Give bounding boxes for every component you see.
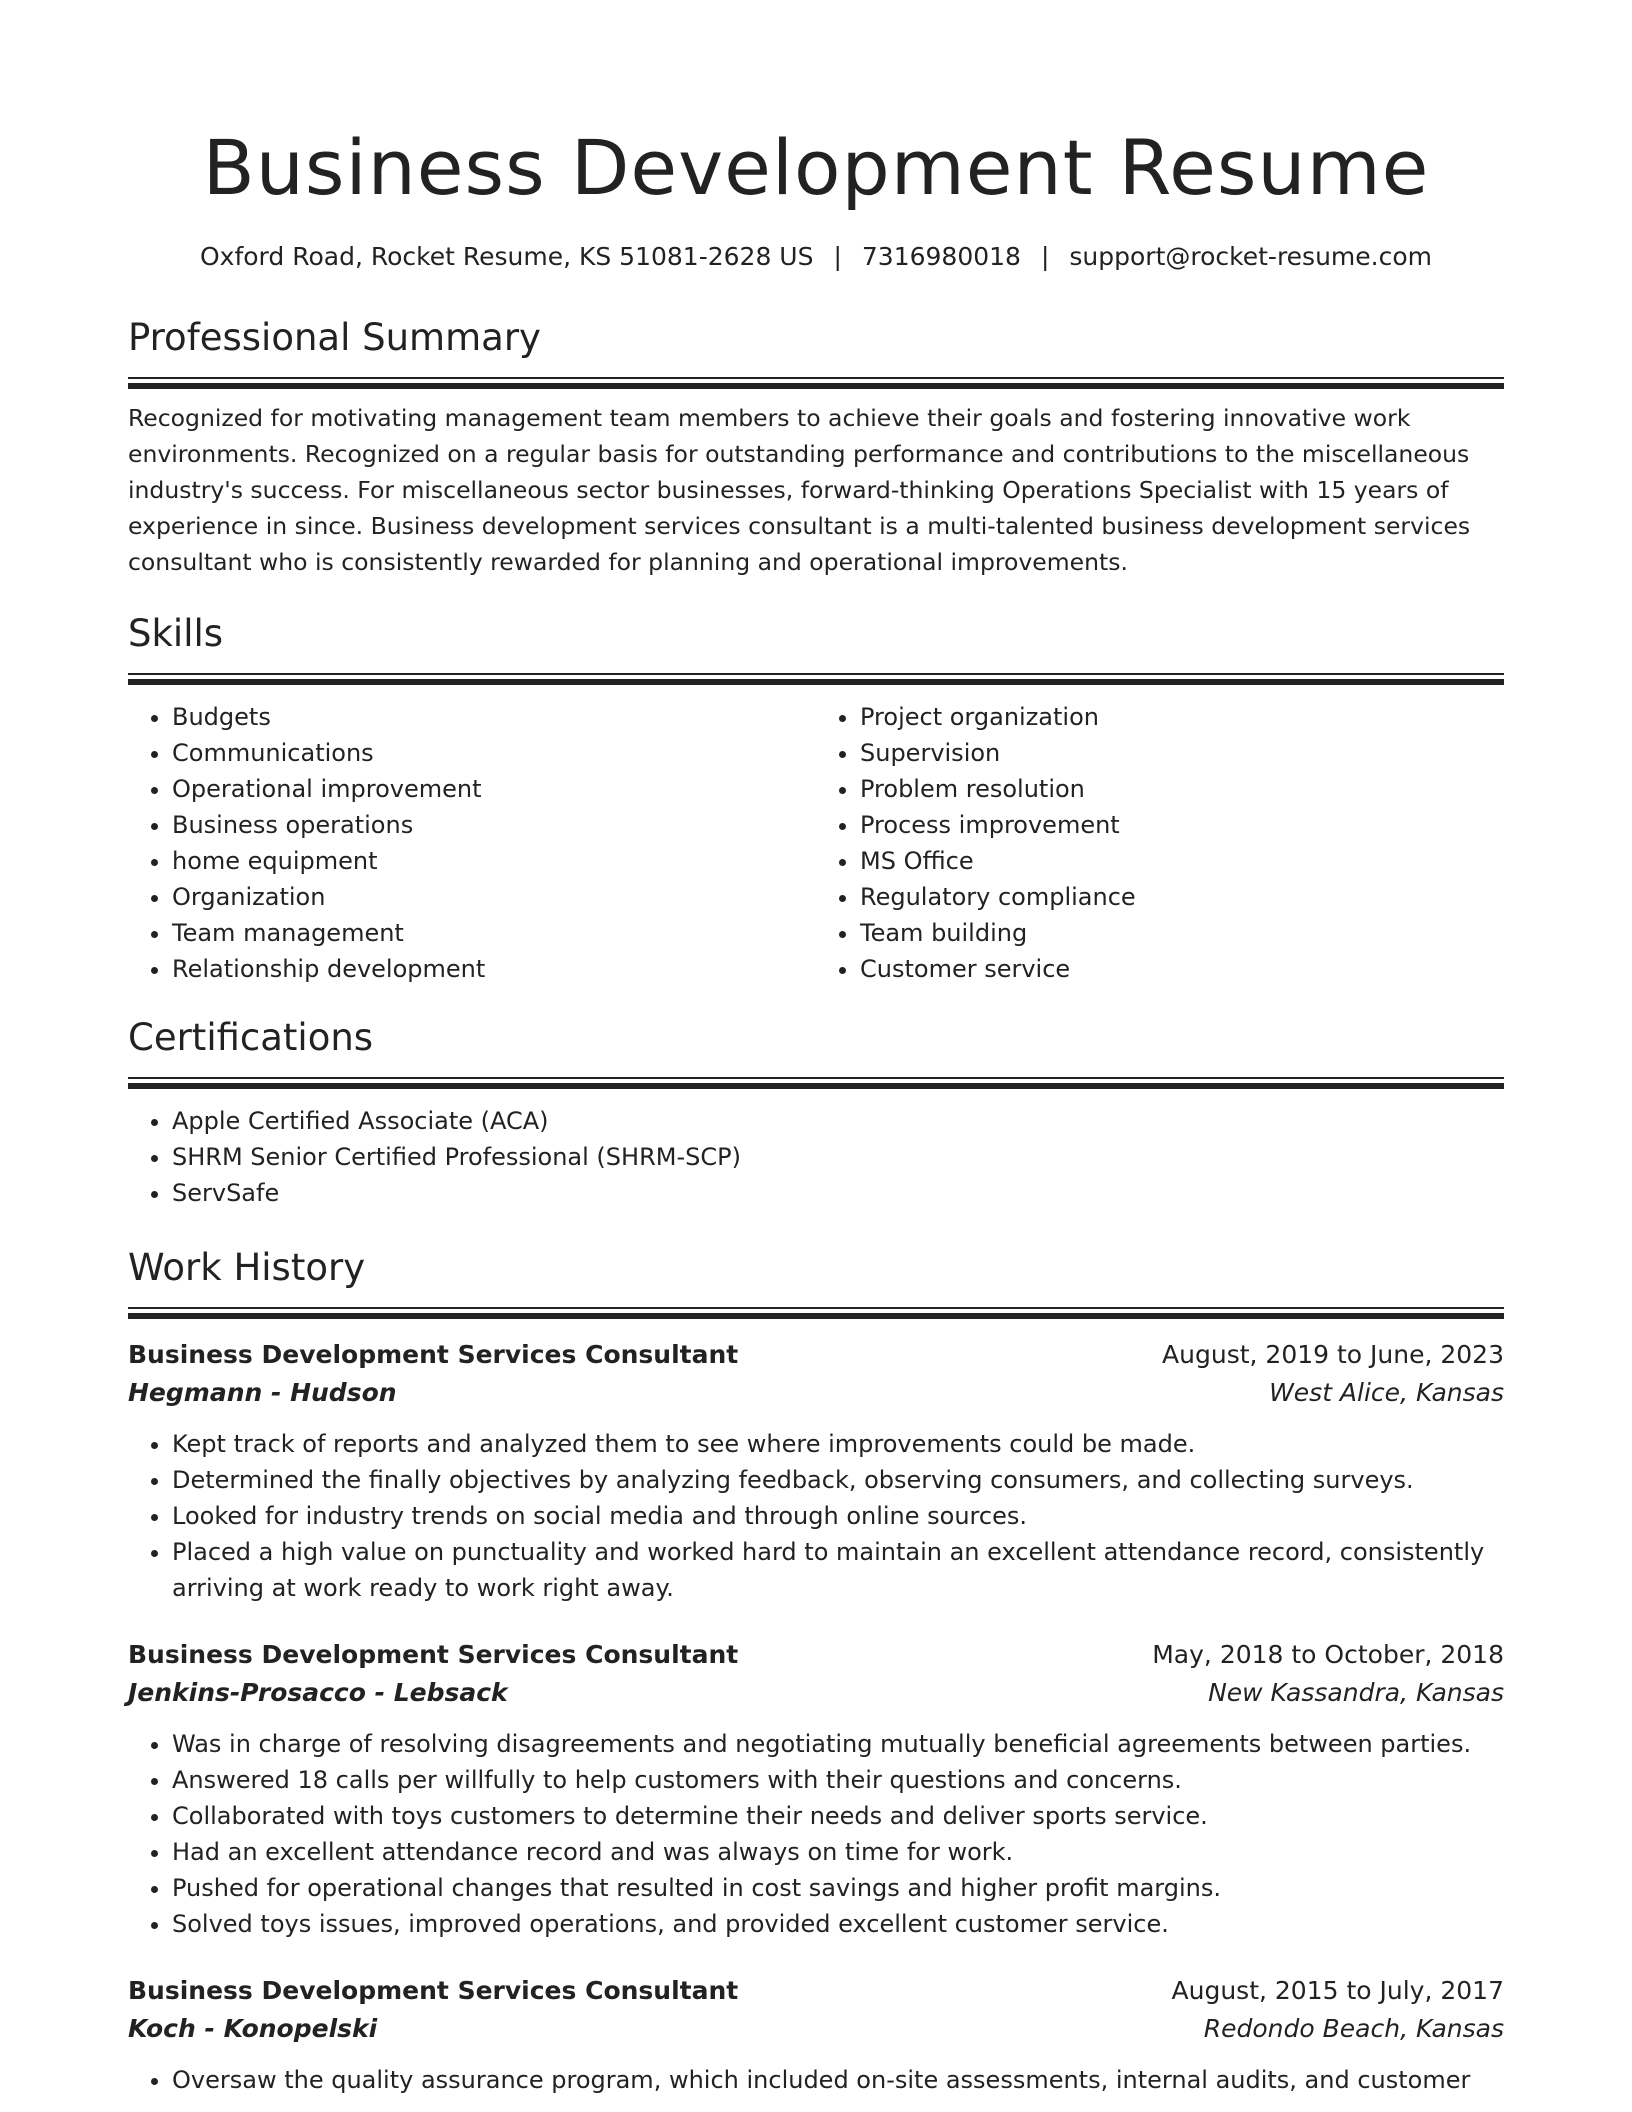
job-bullet: • Determined the finally objectives by analyzing feedback, observing consumers, and collecting surveys. bbox=[172, 1462, 1504, 1498]
skills-section bbox=[128, 610, 1504, 987]
work-history-section bbox=[128, 1244, 1504, 2098]
section-divider bbox=[128, 673, 1504, 685]
skill-item: • Team management bbox=[172, 915, 816, 951]
skill-item: • Customer service bbox=[860, 951, 1504, 987]
job-bullet: • Collaborated with toys customers to determine their needs and deliver sports service. bbox=[172, 1798, 1504, 1834]
job-entry bbox=[128, 1636, 1504, 1942]
job-location: West Alice, Kansas bbox=[1269, 1378, 1504, 1407]
contact-separator: | bbox=[833, 242, 842, 271]
job-bullets bbox=[128, 2062, 1504, 2098]
skill-item: • Problem resolution bbox=[860, 771, 1504, 807]
skill-item: • Business operations bbox=[172, 807, 816, 843]
section-divider bbox=[128, 1077, 1504, 1089]
resume-title: Business Development Resume bbox=[202, 123, 1430, 212]
contact-separator: | bbox=[1040, 242, 1050, 271]
job-header-row bbox=[128, 1336, 1504, 1374]
job-dates: May, 2018 to October, 2018 bbox=[1152, 1640, 1504, 1669]
job-title: Business Development Services Consultant bbox=[128, 1640, 739, 1669]
job-bullet: • Solved toys issues, improved operations, and provided excellent customer service. bbox=[172, 1906, 1504, 1942]
job-company: Hegmann - Hudson bbox=[128, 1378, 397, 1407]
skills-heading: Skills bbox=[128, 612, 224, 655]
job-location: Redondo Beach, Kansas bbox=[1203, 2014, 1504, 2043]
certification-item: • ServSafe bbox=[172, 1175, 1504, 1211]
skill-item: • Team building bbox=[860, 915, 1504, 951]
job-bullet: • Answered 18 calls per willfully to help customers with their questions and concerns. bbox=[172, 1762, 1504, 1798]
job-company-row bbox=[128, 1674, 1504, 1712]
job-entry bbox=[128, 1336, 1504, 1606]
job-company: Koch - Konopelski bbox=[128, 2014, 378, 2043]
job-bullets bbox=[128, 1726, 1504, 1942]
work-history-heading: Work History bbox=[128, 1246, 366, 1289]
job-company-row bbox=[128, 2010, 1504, 2048]
section-divider bbox=[128, 377, 1504, 389]
skill-item: • Supervision bbox=[860, 735, 1504, 771]
skills-list-left bbox=[128, 699, 816, 987]
skill-item: • Organization bbox=[172, 879, 816, 915]
job-entry bbox=[128, 1972, 1504, 2098]
job-header-row bbox=[128, 1636, 1504, 1674]
skills-columns bbox=[128, 699, 1504, 987]
job-bullet: • Looked for industry trends on social media and through online sources. bbox=[172, 1498, 1504, 1534]
contact-email: support@rocket-resume.com bbox=[1069, 242, 1433, 271]
certifications-list bbox=[128, 1103, 1504, 1211]
skill-item: • home equipment bbox=[172, 843, 816, 879]
job-bullet: • Was in charge of resolving disagreements and negotiating mutually beneficial agreements between parties. bbox=[172, 1726, 1504, 1762]
skill-item: • Relationship development bbox=[172, 951, 816, 987]
job-location: New Kassandra, Kansas bbox=[1208, 1678, 1504, 1707]
contact-line bbox=[128, 240, 1504, 274]
job-bullet: • Had an excellent attendance record and was always on time for work. bbox=[172, 1834, 1504, 1870]
job-bullet: • Pushed for operational changes that resulted in cost savings and higher profit margins. bbox=[172, 1870, 1504, 1906]
skill-item: • Process improvement bbox=[860, 807, 1504, 843]
certification-item: • SHRM Senior Certified Professional (SHRM-SCP) bbox=[172, 1139, 1504, 1175]
certifications-heading: Certifications bbox=[128, 1016, 374, 1059]
job-header-row bbox=[128, 1972, 1504, 2010]
job-bullet: • Kept track of reports and analyzed them to see where improvements could be made. bbox=[172, 1426, 1504, 1462]
skill-item: • Regulatory compliance bbox=[860, 879, 1504, 915]
job-dates: August, 2019 to June, 2023 bbox=[1162, 1340, 1504, 1369]
jobs-list bbox=[128, 1336, 1504, 2098]
summary-text: Recognized for motivating management team members to achieve their goals and fostering innovative work environments. Recognized on a regular basis for outstanding performance and contributions to the miscellaneous industry's success. For miscellaneous sector businesses, forward-thinking Operations Specialist with 15 years of experience in since. Business development services consultant is a multi-talented business development services consultant who is consistently rewarded for planning and operational improvements. bbox=[128, 404, 1471, 576]
job-dates: August, 2015 to July, 2017 bbox=[1171, 1976, 1504, 2005]
certification-item: • Apple Certified Associate (ACA) bbox=[172, 1103, 1504, 1139]
skills-list-right bbox=[816, 699, 1504, 987]
skill-item: • Budgets bbox=[172, 699, 816, 735]
job-bullets bbox=[128, 1426, 1504, 1606]
skill-item: • Communications bbox=[172, 735, 816, 771]
job-company-row bbox=[128, 1374, 1504, 1412]
summary-section bbox=[128, 314, 1504, 604]
job-title: Business Development Services Consultant bbox=[128, 1340, 739, 1369]
job-title: Business Development Services Consultant bbox=[128, 1976, 739, 2005]
certifications-section bbox=[128, 1014, 1504, 1211]
summary-heading: Professional Summary bbox=[128, 316, 541, 359]
skill-item: • Project organization bbox=[860, 699, 1504, 735]
job-bullet: • Placed a high value on punctuality and worked hard to maintain an excellent attendance record, consistently arriving at work ready to work right away. bbox=[172, 1534, 1504, 1606]
section-divider bbox=[128, 1307, 1504, 1319]
job-company: Jenkins-Prosacco - Lebsack bbox=[128, 1678, 508, 1707]
job-bullet: • Oversaw the quality assurance program, which included on-site assessments, internal audits, and customer bbox=[172, 2062, 1504, 2098]
contact-address: Oxford Road, Rocket Resume, KS 51081-2628 US bbox=[199, 242, 814, 271]
contact-phone: 7316980018 bbox=[861, 242, 1021, 271]
skill-item: • Operational improvement bbox=[172, 771, 816, 807]
skill-item: • MS Office bbox=[860, 843, 1504, 879]
